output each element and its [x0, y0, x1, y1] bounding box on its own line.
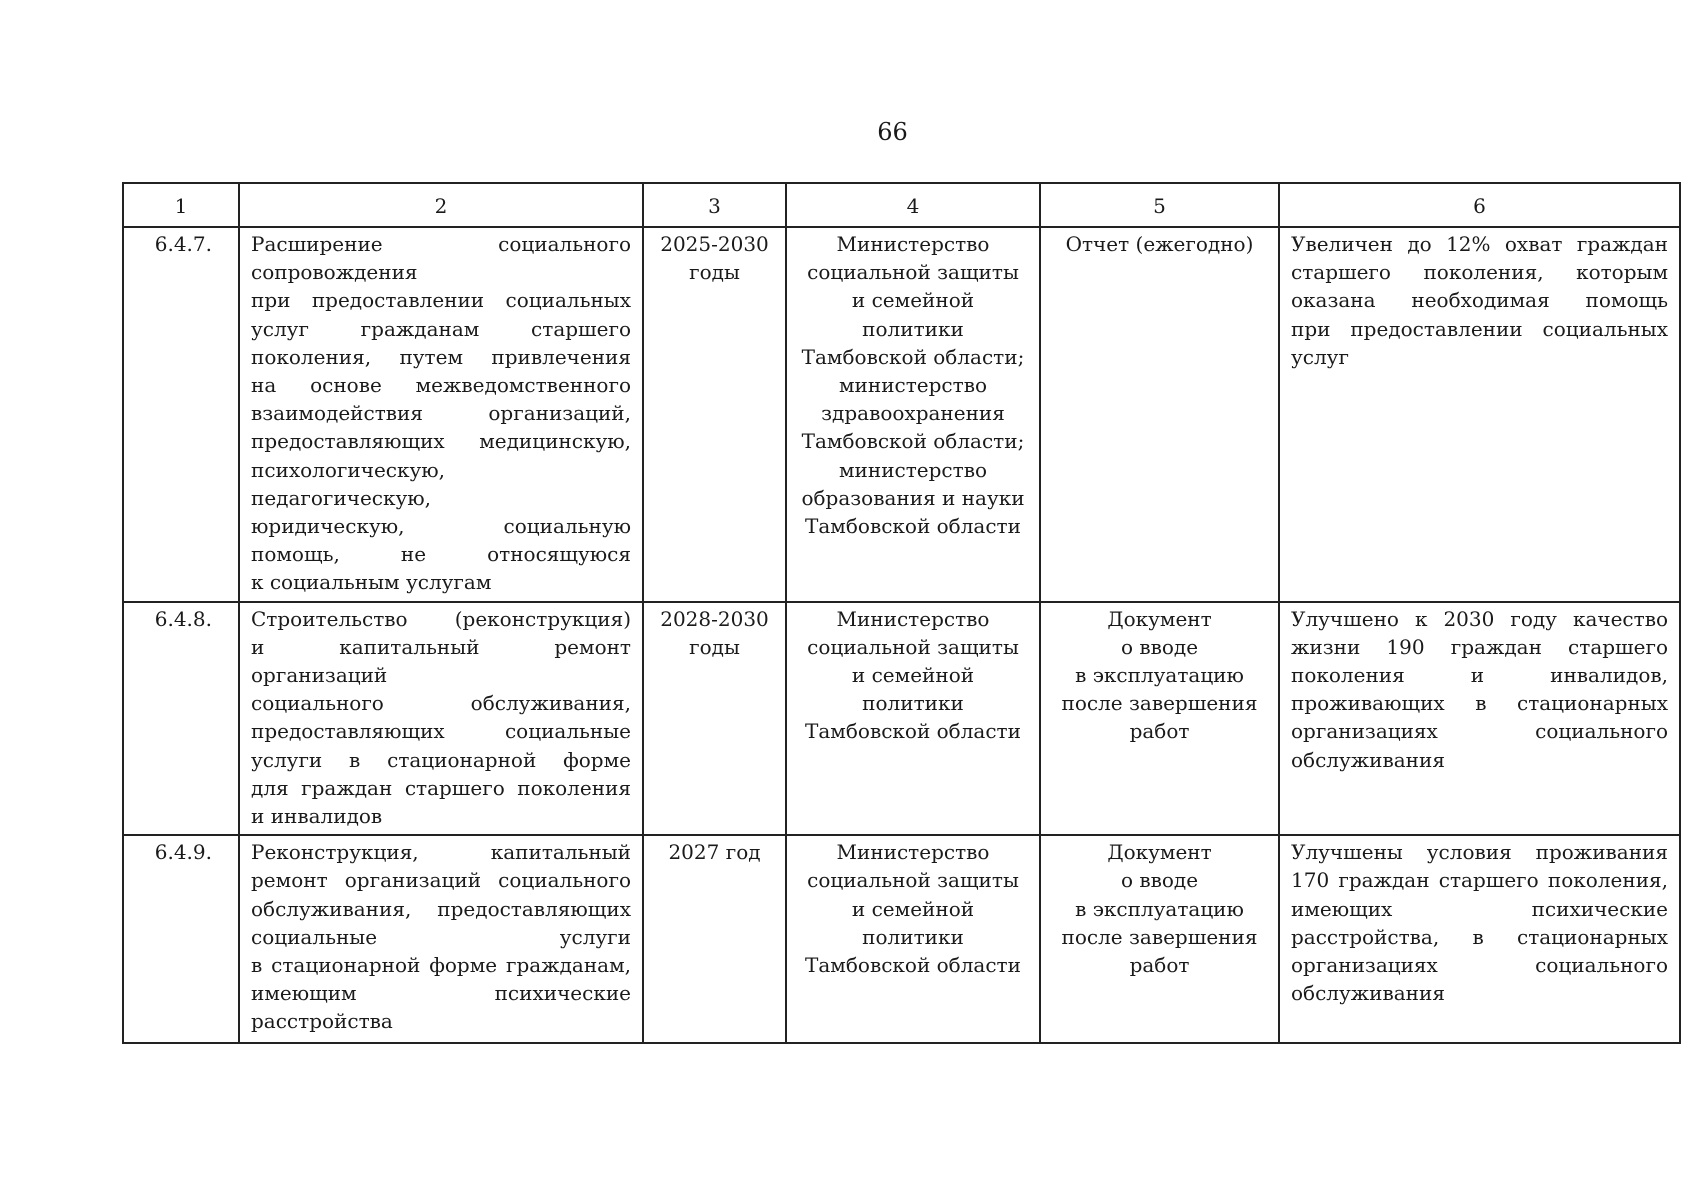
period-line: годы: [689, 634, 740, 659]
responsible-line: и семейной политики: [851, 896, 975, 949]
table-header-row: [123, 183, 1680, 227]
description-line: Реконструкция, капитальный: [251, 840, 631, 865]
implementation-period: [643, 227, 786, 602]
description-line: ремонт организаций социального: [251, 868, 631, 893]
responsible-line: социальной защиты: [807, 260, 1019, 285]
measure-description: [239, 602, 643, 836]
description-line: Строительство (реконструкция): [251, 606, 631, 631]
period-line: годы: [689, 260, 740, 285]
result-line: расстройства, в стационарных: [1291, 924, 1668, 949]
description-line: на основе межведомственного: [251, 373, 631, 398]
responsible-line: Тамбовской области;: [801, 344, 1025, 369]
row-number: 6.4.8.: [123, 602, 239, 836]
responsible-line: Министерство: [836, 840, 990, 865]
column-number-6: 6: [1279, 183, 1680, 227]
description-line: предоставляющих социальные: [251, 719, 631, 744]
description-line: услуг гражданам старшего: [251, 316, 631, 341]
report-line: работ: [1129, 953, 1190, 978]
result-line: имеющих психические: [1291, 896, 1668, 921]
table-row: [123, 602, 1680, 836]
responsible-line: образования и науки: [801, 485, 1025, 510]
description-line: предоставляющих медицинскую,: [251, 429, 631, 454]
description-line: социального обслуживания,: [251, 691, 631, 716]
report-line: в эксплуатацию: [1075, 663, 1244, 688]
description-line: услуги в стационарной форме: [251, 747, 631, 772]
result-line: организациях социального: [1291, 719, 1668, 744]
expected-result: [1279, 227, 1680, 602]
description-line: в стационарной форме гражданам,: [251, 953, 631, 978]
period-line: 2025-2030: [660, 232, 769, 256]
implementation-period: [643, 835, 786, 1043]
description-line: к социальным услугам: [251, 570, 492, 595]
result-line: организациях социального: [1291, 953, 1668, 978]
description-line: имеющим психические: [251, 981, 631, 1006]
description-line: Расширение социального: [251, 232, 631, 256]
row-number: 6.4.9.: [123, 835, 239, 1043]
result-line: проживающих в стационарных: [1291, 691, 1668, 716]
result-line: старшего поколения, которым: [1291, 260, 1668, 285]
report-line: Документ: [1107, 840, 1212, 865]
result-line: услуг: [1291, 344, 1349, 369]
measure-description: [239, 835, 643, 1043]
period-line: 2028-2030: [660, 606, 769, 631]
report-line: после завершения: [1061, 691, 1258, 716]
description-line: сопровождения: [251, 260, 418, 285]
measure-description: [239, 227, 643, 602]
report-line: после завершения: [1061, 924, 1258, 949]
column-number-2: 2: [239, 183, 643, 227]
result-line: Увеличен до 12% охват граждан: [1291, 232, 1668, 256]
result-line: Улучшены условия проживания: [1291, 840, 1668, 865]
column-number-5: 5: [1040, 183, 1279, 227]
responsible-line: социальной защиты: [807, 868, 1019, 893]
expected-result: [1279, 835, 1680, 1043]
table-row: [123, 227, 1680, 602]
expected-result: [1279, 602, 1680, 836]
description-line: и инвалидов: [251, 804, 383, 829]
page-number: 66: [877, 118, 908, 146]
responsible-line: Тамбовской области;: [801, 429, 1025, 454]
report-document: [1040, 227, 1279, 602]
description-line: помощь, не относящуюся: [251, 542, 631, 567]
description-line: обслуживания, предоставляющих: [251, 896, 631, 921]
column-number-1: 1: [123, 183, 239, 227]
description-line: социальные услуги: [251, 924, 631, 949]
responsible-executor: [786, 835, 1040, 1043]
description-line: для граждан старшего поколения: [251, 775, 631, 800]
description-line: поколения, путем привлечения: [251, 344, 631, 369]
description-line: при предоставлении социальных: [251, 288, 631, 313]
result-line: Улучшено к 2030 году качество: [1291, 606, 1668, 631]
result-line: 170 граждан старшего поколения,: [1291, 868, 1668, 893]
responsible-line: здравоохранения: [821, 401, 1005, 426]
column-number-4: 4: [786, 183, 1040, 227]
report-line: о вводе: [1120, 634, 1199, 659]
responsible-line: Тамбовской области: [805, 953, 1021, 978]
report-line: Отчет (ежегодно): [1065, 232, 1254, 256]
description-line: взаимодействия организаций,: [251, 401, 631, 426]
description-line: психологическую, педагогическую,: [251, 457, 446, 510]
responsible-executor: [786, 227, 1040, 602]
responsible-line: Министерство: [836, 232, 990, 256]
report-line: Документ: [1107, 606, 1212, 631]
report-line: в эксплуатацию: [1075, 896, 1244, 921]
result-line: поколения и инвалидов,: [1291, 663, 1668, 688]
responsible-line: и семейной политики: [851, 288, 975, 341]
result-line: оказана необходимая помощь: [1291, 288, 1668, 313]
row-number: 6.4.7.: [123, 227, 239, 602]
description-line: расстройства: [251, 1009, 393, 1034]
responsible-line: министерство: [838, 373, 988, 398]
responsible-executor: [786, 602, 1040, 836]
period-line: 2027 год: [668, 840, 761, 865]
report-line: работ: [1129, 719, 1190, 744]
column-number-3: 3: [643, 183, 786, 227]
report-document: [1040, 835, 1279, 1043]
responsible-line: Тамбовской области: [805, 719, 1021, 744]
report-line: о вводе: [1120, 868, 1199, 893]
responsible-line: Министерство: [836, 606, 990, 631]
measures-table: [122, 182, 1681, 1044]
report-document: [1040, 602, 1279, 836]
table-row: [123, 835, 1680, 1043]
responsible-line: и семейной политики: [851, 663, 975, 716]
result-line: жизни 190 граждан старшего: [1291, 634, 1668, 659]
description-line: и капитальный ремонт организаций: [251, 634, 631, 688]
responsible-line: министерство: [838, 457, 988, 482]
responsible-line: Тамбовской области: [805, 514, 1021, 539]
result-line: обслуживания: [1291, 747, 1445, 772]
result-line: при предоставлении социальных: [1291, 316, 1668, 341]
implementation-period: [643, 602, 786, 836]
responsible-line: социальной защиты: [807, 634, 1019, 659]
result-line: обслуживания: [1291, 981, 1445, 1006]
description-line: юридическую, социальную: [251, 514, 631, 539]
